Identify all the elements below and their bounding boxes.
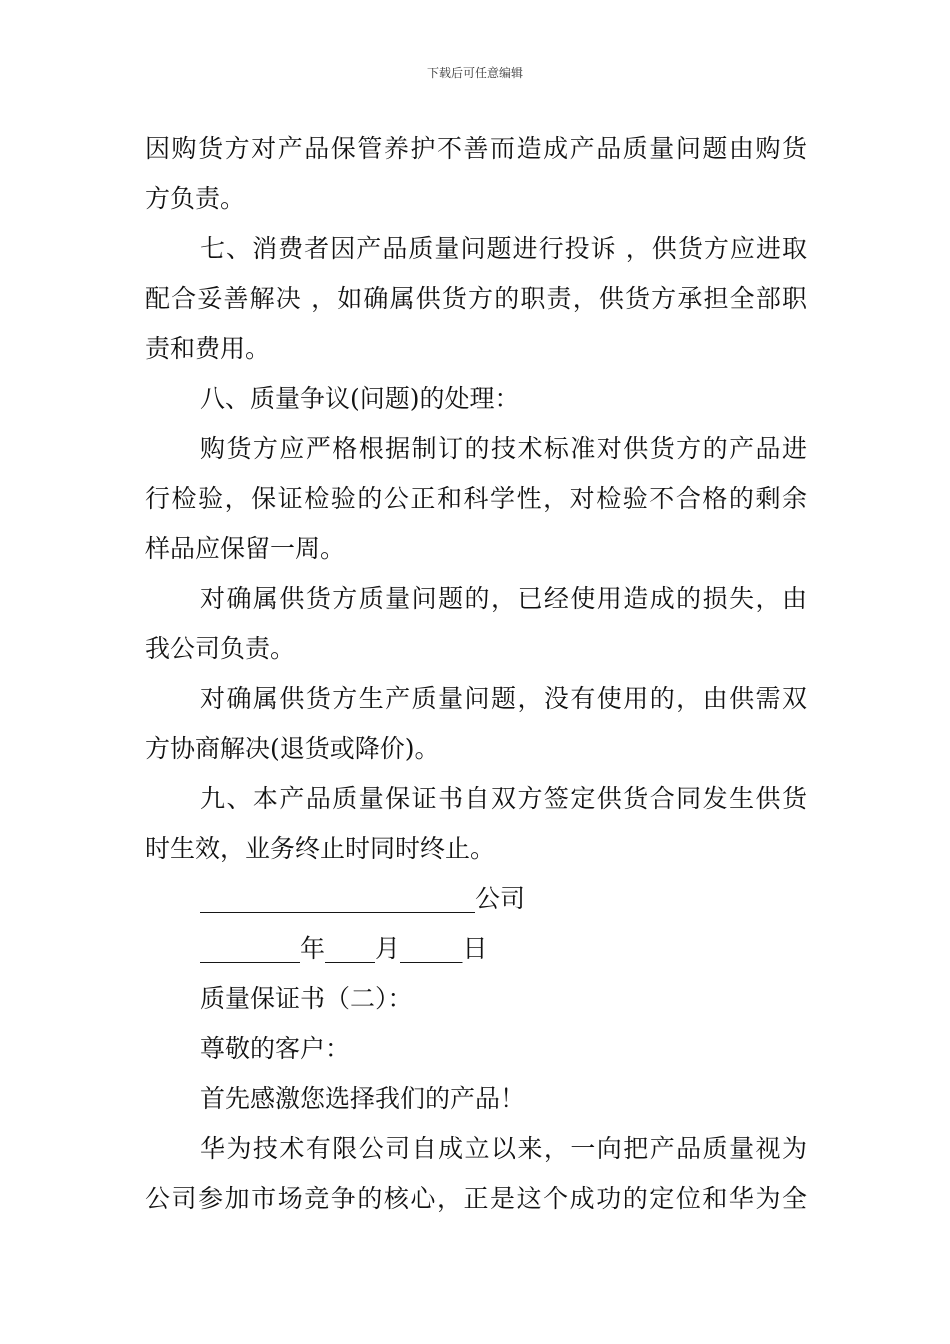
text-line: 对确属供货方质量问题的，已经使用造成的损失，由 [200,584,807,613]
section-title: 质量保证书（二）： [200,984,413,1013]
text-line: 九、本产品质量保证书自双方签定供货合同发生供货 [200,784,807,813]
text-line: 时生效，业务终止时同时终止。 [145,834,496,863]
text-line: 公司参加市场竞争的核心，正是这个成功的定位和华为全 [145,1184,807,1213]
text-line: 配合妥善解决 ，如确属供货方的职责，供货方承担全部职 [145,284,807,313]
text-line: 责和费用。 [145,334,271,363]
text-line: 行检验，保证检验的公正和科学性，对检验不合格的剩余 [145,484,807,513]
date-line: ________年____月_____日 [200,934,488,963]
text-line: 对确属供货方生产质量问题，没有使用的，由供需双 [200,684,807,713]
document-body [145,124,807,1224]
text-line: 方协商解决(退货或降价)。 [145,734,440,763]
text-line: 样品应保留一周。 [145,534,346,563]
text-line: 购货方应严格根据制订的技术标准对供货方的产品进 [200,434,807,463]
salutation: 尊敬的客户： [200,1034,351,1063]
text-line: 方负责。 [145,184,246,213]
company-signature-line: ______________________公司 [200,884,526,913]
text-line: 我公司负责。 [145,634,296,663]
text-line: 华为技术有限公司自成立以来，一向把产品质量视为 [200,1134,807,1163]
text-line: 七、消费者因产品质量问题进行投诉 ，供货方应进取 [200,234,807,263]
section-heading: 八、质量争议(问题)的处理： [200,384,520,413]
text-line: 因购货方对产品保管养护不善而造成产品质量问题由购货 [145,134,807,163]
text-line: 首先感激您选择我们的产品！ [200,1084,526,1113]
page-header: 下载后可任意编辑 [426,66,523,80]
